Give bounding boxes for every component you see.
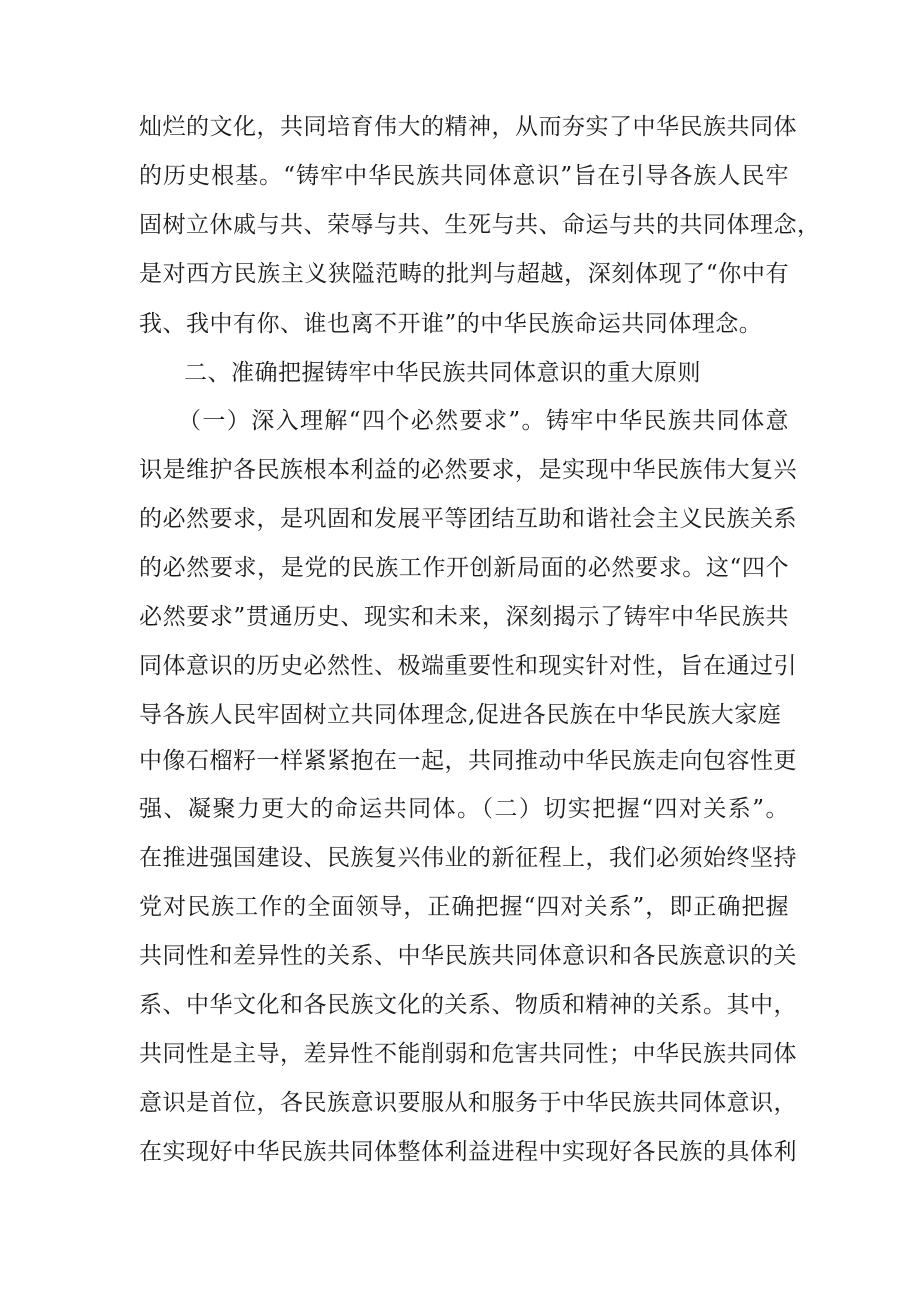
section-heading: 二、准确把握铸牢中华民族共同体意识的重大原则: [184, 360, 701, 386]
body-text-line: 灿烂的文化，共同培育伟大的精神，从而夯实了中华民族共同体: [139, 114, 797, 140]
body-text-line: 识是维护各民族根本利益的必然要求，是实现中华民族伟大复兴: [139, 457, 797, 483]
body-text-line: 必然要求”贯通历史、现实和未来，深刻揭示了铸牢中华民族共: [139, 604, 789, 630]
body-text-line: 在推进强国建设、民族复兴伟业的新征程上，我们必须始终坚持: [139, 845, 797, 871]
body-text-line: 系、中华文化和各民族文化的关系、物质和精神的关系。其中，: [139, 992, 797, 1018]
body-text-line: 强、凝聚力更大的命运共同体。（二）切实把握“四对关系”。: [139, 796, 789, 822]
body-text-line: 的必然要求，是党的民族工作开创新局面的必然要求。这“四个: [139, 555, 789, 581]
body-text-line: 意识是首位，各民族意识要服从和服务于中华民族共同体意识，: [139, 1090, 797, 1116]
body-text-line: 我、我中有你、谁也离不开谁”的中华民族命运共同体理念。: [139, 311, 763, 337]
body-text-line: 同体意识的历史必然性、极端重要性和现实针对性，旨在通过引: [139, 653, 797, 679]
body-text-line: 共同性和差异性的关系、中华民族共同体意识和各民族意识的关: [139, 943, 797, 969]
body-text-line: 在实现好中华民族共同体整体利益进程中实现好各民族的具体利: [139, 1139, 797, 1165]
body-text-line: 党对民族工作的全面领导，正确把握“四对关系”，即正确把握: [139, 894, 789, 920]
body-text-line: 的历史根基。“铸牢中华民族共同体意识”旨在引导各族人民牢: [139, 163, 789, 189]
body-text-line: 的必然要求，是巩固和发展平等团结互助和谐社会主义民族关系: [139, 506, 797, 532]
body-text-line: 导各族人民牢固树立共同体理念,促进各民族在中华民族大家庭: [139, 702, 782, 728]
body-text-line: 是对西方民族主义狭隘范畴的批判与超越，深刻体现了“你中有: [139, 261, 789, 287]
body-text-line: 固树立休戚与共、荣辱与共、生死与共、命运与共的共同体理念，: [139, 212, 821, 238]
subsection-heading-line: （一）深入理解“四个必然要求”。铸牢中华民族共同体意: [178, 408, 789, 434]
body-text-line: 中像石榴籽一样紧紧抱在一起，共同推动中华民族走向包容性更: [139, 748, 797, 774]
body-text-line: 共同性是主导，差异性不能削弱和危害共同性；中华民族共同体: [139, 1041, 797, 1067]
